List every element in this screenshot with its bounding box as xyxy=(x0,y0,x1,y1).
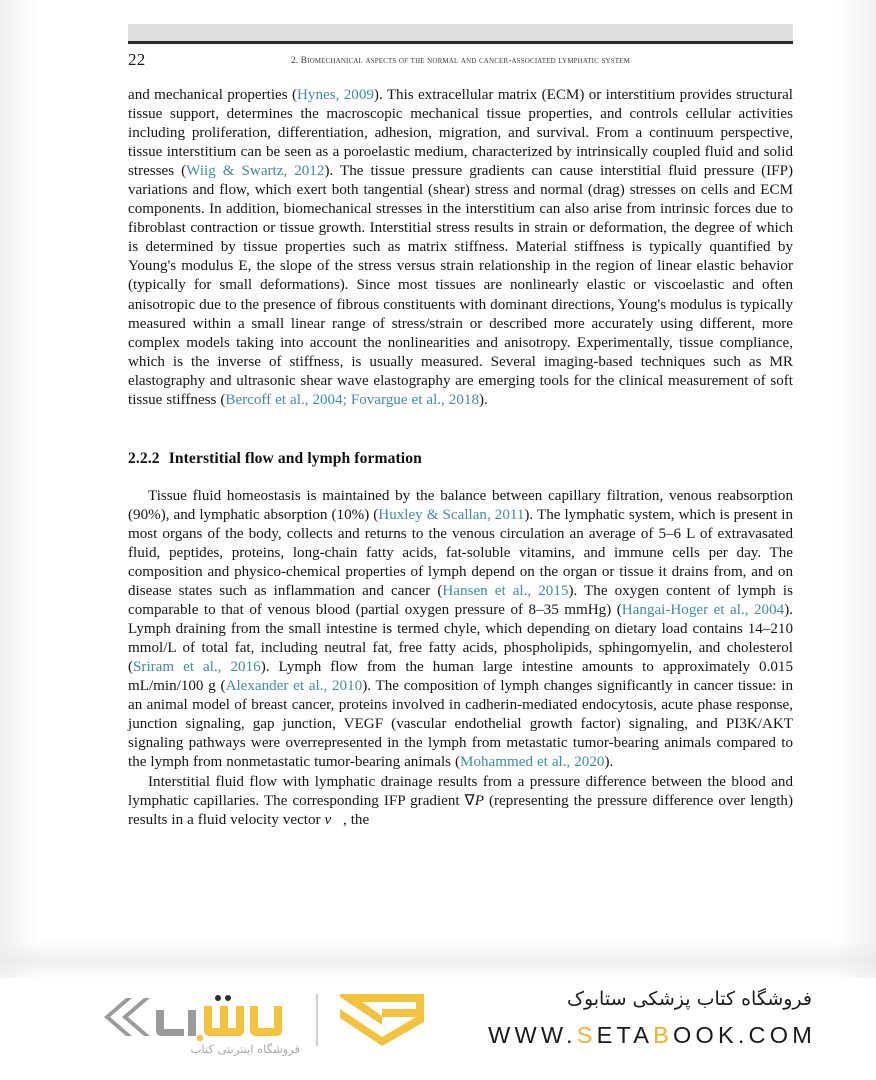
logo-tagline: فروشگاه اینترنتی کتاب xyxy=(190,1042,300,1056)
math-symbol-velocity-vector: v⃗ xyxy=(324,811,343,828)
page-edge-shadow-left xyxy=(0,0,40,978)
para2-seg4: ). Lymph draining from the small intestine is termed chyle, which depending on dietary load contains 14–210 mmol/L of total fat, including neutral fat, free fatty acids, phospholipids, sphingomyelin, and cholesterol ( xyxy=(128,602,793,676)
page-number: 22 xyxy=(128,50,146,69)
para2-seg2: ). The lymphatic system, which is present in most organs of the body, collects and returns to the venous circulation an average of 5–6 L of extravasated fluid, peptides, proteins, long-chain fatty acids, fat-soluble vitamins, and immune cells per day. The composition and physico-chemical properties of lymph depend on the organ or tissue it drains from, and on disease states such as inflammation and cancer ( xyxy=(128,506,793,600)
url-part-ook-com: OOK.COM xyxy=(673,1022,816,1048)
brand-persian-title: فروشگاه کتاب پزشکی ستابوک xyxy=(566,988,812,1010)
citation-hansen-2015[interactable]: Hansen et al., 2015 xyxy=(442,583,569,600)
url-part-b: B xyxy=(653,1022,673,1048)
math-symbol-pressure: P xyxy=(474,792,484,809)
footer-content xyxy=(0,980,876,1080)
citation-wiig-swartz-2012[interactable]: Wiig & Swartz, 2012 xyxy=(186,163,325,180)
running-title: 2. Biomechanical aspects of the normal and cancer-associated lymphatic system xyxy=(291,56,630,66)
para1-seg2: ). This extracellular matrix (ECM) or interstitium provides structural tissue support, determines the macroscopic mechanical tissue properties, and controls cellular activities including proliferation, differentiation, adhesion, migration, and survival. From a continuum perspective, tissue interstitium can be seen as a poroelastic medium, characterized by intrinsically coupled fluid and solid stresses ( xyxy=(128,87,793,180)
citation-hynes-2009[interactable]: Hynes, 2009 xyxy=(297,87,374,103)
paragraph-two xyxy=(128,487,793,773)
para1-seg4: ). xyxy=(479,391,488,408)
paragraph-one xyxy=(128,86,793,410)
section-number: 2.2.2 xyxy=(128,449,160,467)
footer-watermark-bar xyxy=(0,980,876,1080)
running-head xyxy=(128,50,793,74)
citation-mohammed-2020[interactable]: Mohammed et al., 2020 xyxy=(460,754,605,771)
para2-seg5: ). Lymph flow from the human large intestine amounts to approximately 0.015 mL/min/100 g ( xyxy=(128,659,793,695)
para3-seg3: , the xyxy=(342,811,370,828)
setabook-wordmark-icon xyxy=(88,992,300,1042)
spacer-before-heading xyxy=(128,410,793,450)
spacer-after-heading xyxy=(128,468,793,487)
para3-seg1: Interstitial fluid flow with lymphatic drainage results from a pressure difference between the blood and lymphatic capillaries. The corresponding IFP gradient ∇ xyxy=(128,773,793,809)
header-rule xyxy=(128,41,793,44)
citation-huxley-scallan-2011[interactable]: Huxley & Scallan, 2011 xyxy=(378,506,525,523)
paragraph-three xyxy=(128,773,793,830)
citation-sriram-2016[interactable]: Sriram et al., 2016 xyxy=(133,659,261,676)
brand-website-url[interactable] xyxy=(488,1022,816,1049)
setabook-brand-text xyxy=(430,988,830,1072)
citation-alexander-2010[interactable]: Alexander et al., 2010 xyxy=(225,678,363,695)
section-title: Interstitial flow and lymph formation xyxy=(168,449,422,467)
body-text-column xyxy=(128,86,793,830)
para2-seg6: ). The composition of lymph changes significantly in cancer tissue: in an animal model of breast cancer, proteins involved in cadherin-mediated endocytosis, acute phase response, junction signaling, gap junction, VEGF (vascular endothelial growth factor) signaling, and PI3K/AKT signaling pathways were overrepresented in the lymph from metastatic tumor-bearing animals compared to the lymph from nonmetastatic tumor-bearing animals ( xyxy=(128,678,793,771)
url-part-s: S xyxy=(576,1022,597,1048)
setabook-logo[interactable] xyxy=(88,990,388,1070)
page-edge-shadow-right xyxy=(836,0,876,978)
citation-bercoff-fovargue[interactable]: Bercoff et al., 2004; Fovargue et al., 2018 xyxy=(225,391,479,408)
para2-seg7: ). xyxy=(604,754,614,771)
url-part-www: WWW. xyxy=(488,1022,577,1048)
setabook-chevron-emblem-icon xyxy=(336,992,428,1048)
para2-seg3: ). The oxygen content of lymph is comparable to that of venous blood (partial oxygen pressure of 8–35 mmHg) ( xyxy=(128,583,793,619)
header-decorative-band xyxy=(128,24,793,41)
citation-hangai-hoger-2004[interactable]: Hangai-Hoger et al., 2004 xyxy=(621,602,785,619)
section-heading-2-2-2 xyxy=(128,450,793,468)
para3-seg2: (representing the pressure difference over length) results in a fluid velocity vector xyxy=(128,792,793,828)
para1-seg3: ). The tissue pressure gradients can cause interstitial fluid pressure (IFP) variations and flow, which exert both tangential (shear) stress and normal (drag) stresses on cells and ECM components. In addition, biomechanical stresses in the interstitium can also arise from intrinsic forces due to fibroblast contraction or tissue growth. Interstitial stress results in strain or deformation, the degree of which is determined by tissue properties such as matrix stiffness. Material stiffness is typically quantified by Young's modulus E, the slope of the stress versus strain relationship in the region of linear elastic behavior (typically for small deformations). Since most tissues are nonlinearly elastic or viscoelastic and often anisotropic due to the presence of fibrous constituents with dominant directions, Young's modulus is typically measured within a small linear range of stress/strain or described more accurately using different, more complex models taking into account the nonlinearities and anisotropy. Experimentally, tissue compliance, which is the inverse of stiffness, is usually measured. Several imaging-based techniques such as MR elastography and ultrasonic shear wave elastography are emerging tools for the clinical measurement of soft tissue stiffness ( xyxy=(128,163,793,408)
url-part-eta: ETA xyxy=(596,1022,654,1048)
logo-divider xyxy=(316,994,318,1046)
page-bottom-fade xyxy=(0,940,876,978)
para2-seg1: Tissue fluid homeostasis is maintained by the balance between capillary filtration, venous reabsorption (90%), and lymphatic absorption (10%) ( xyxy=(128,487,793,523)
para1-seg1: and mechanical properties ( xyxy=(128,87,298,103)
